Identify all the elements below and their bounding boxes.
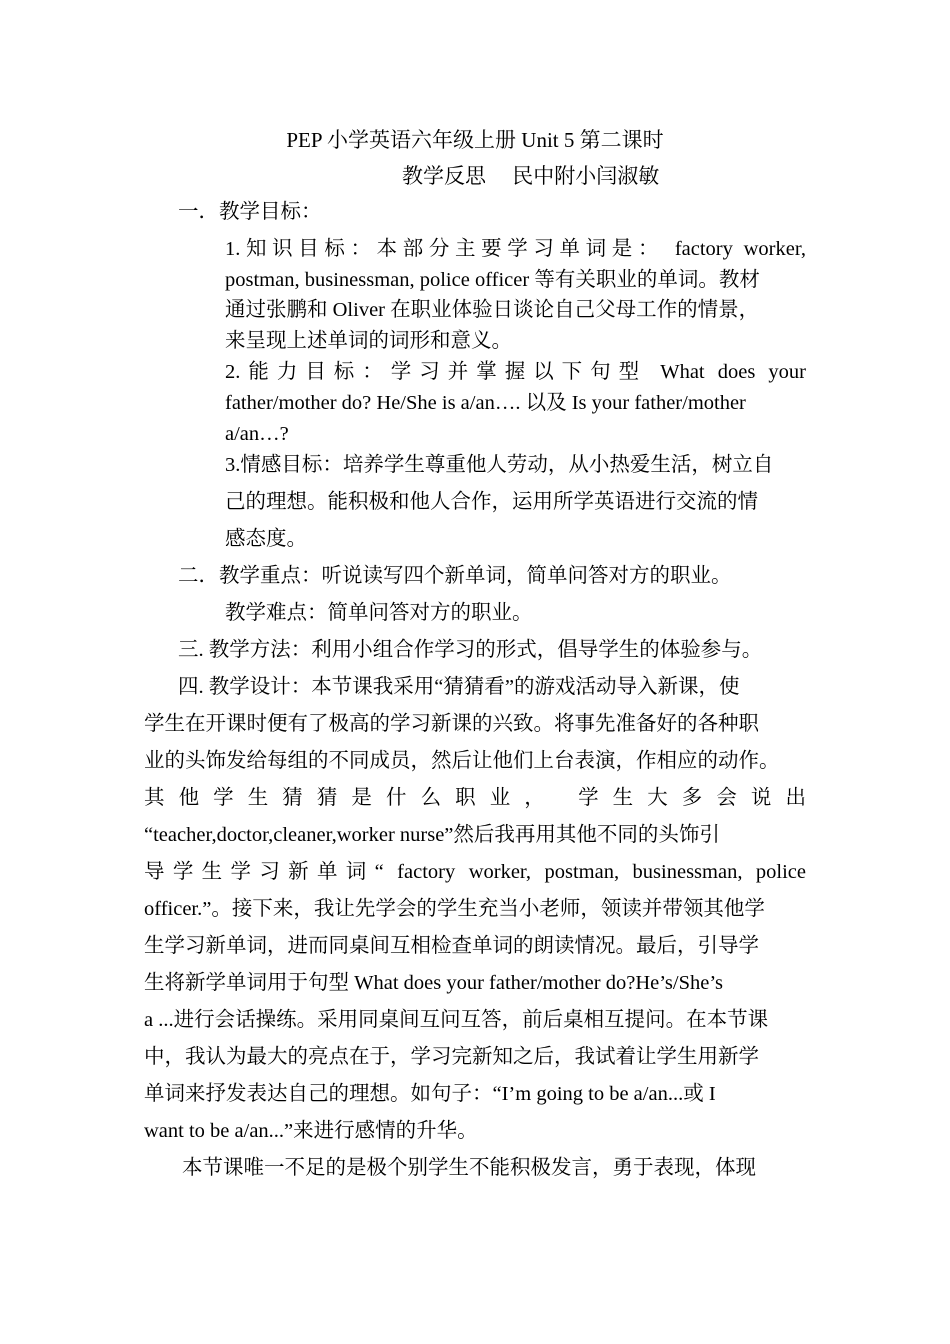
design-paragraph-line: 其他学生猜猜是什么职业， 学生大多会说出	[144, 787, 806, 809]
document-title: PEP 小学英语六年级上册 Unit 5 第二课时	[286, 128, 664, 152]
section-heading-methods: 三. 教学方法：利用小组合作学习的形式，倡导学生的体验参与。	[178, 639, 763, 661]
objective-knowledge-line: 1.知识目标：本部分主要学习单词是： factory worker,	[225, 238, 806, 260]
design-paragraph-line: 生学习新单词，进而同桌间互相检查单词的朗读情况。最后，引导学	[144, 935, 759, 957]
design-paragraph-line: 学生在开课时便有了极高的学习新课的兴致。将事先准备好的各种职	[144, 713, 759, 735]
objective-ability-line: father/mother do? He/She is a/an…. 以及 Is your father/mother	[225, 392, 746, 414]
design-paragraph-line: 生将新学单词用于句型 What does your father/mother do?He’s/She’s	[144, 972, 724, 994]
design-paragraph-line: “teacher,doctor,cleaner,worker nurse”然后我再用其他不同的头饰引	[144, 824, 720, 846]
objective-emotion-line: 己的理想。能积极和他人合作，运用所学英语进行交流的情	[225, 491, 758, 513]
objective-ability-line: a/an…?	[225, 423, 289, 445]
design-paragraph-line: 单词来抒发表达自己的理想。如句子：“I’m going to be a/an...或 I	[144, 1083, 716, 1105]
objective-emotion-line: 3.情感目标：培养学生尊重他人劳动，从小热爱生活，树立自	[225, 454, 774, 476]
design-paragraph-line: a ...进行会话操练。采用同桌间互问互答，前后桌相互提问。在本节课	[144, 1009, 769, 1031]
teaching-difficulty: 教学难点：简单问答对方的职业。	[225, 602, 533, 624]
design-paragraph-line: 中，我认为最大的亮点在于，学习完新知之后，我试着让学生用新学	[144, 1046, 759, 1068]
objective-emotion-line: 感态度。	[225, 528, 307, 550]
section-heading-key-points: 二．教学重点：听说读写四个新单词，简单问答对方的职业。	[178, 565, 732, 587]
design-paragraph-line: 导学生学习新单词“ factory worker, postman, businessman, police	[144, 861, 806, 883]
objective-knowledge-line: 来呈现上述单词的词形和意义。	[225, 330, 512, 352]
objective-ability-line: 2.能力目标：学习并掌握以下句型 What does your	[225, 361, 806, 383]
section-heading-objectives: 一．教学目标：	[178, 201, 322, 223]
objective-knowledge-line: 通过张鹏和 Oliver 在职业体验日谈论自己父母工作的情景，	[225, 299, 760, 321]
design-paragraph-line: 四. 教学设计：本节课我采用“猜猜看”的游戏活动导入新课，使	[178, 676, 740, 698]
document-subtitle: 教学反思 民中附小闫淑敏	[402, 164, 660, 188]
objective-knowledge-line: postman, businessman, police officer 等有关职业的单词。教材	[225, 269, 760, 291]
closing-paragraph-line: 本节课唯一不足的是极个别学生不能积极发言，勇于表现，体现	[182, 1157, 756, 1179]
design-paragraph-line: 业的头饰发给每组的不同成员，然后让他们上台表演，作相应的动作。	[144, 750, 780, 772]
design-paragraph-line: want to be a/an...”来进行感情的升华。	[144, 1120, 478, 1142]
design-paragraph-line: officer.”。接下来，我让先学会的学生充当小老师，领读并带领其他学	[144, 898, 765, 920]
